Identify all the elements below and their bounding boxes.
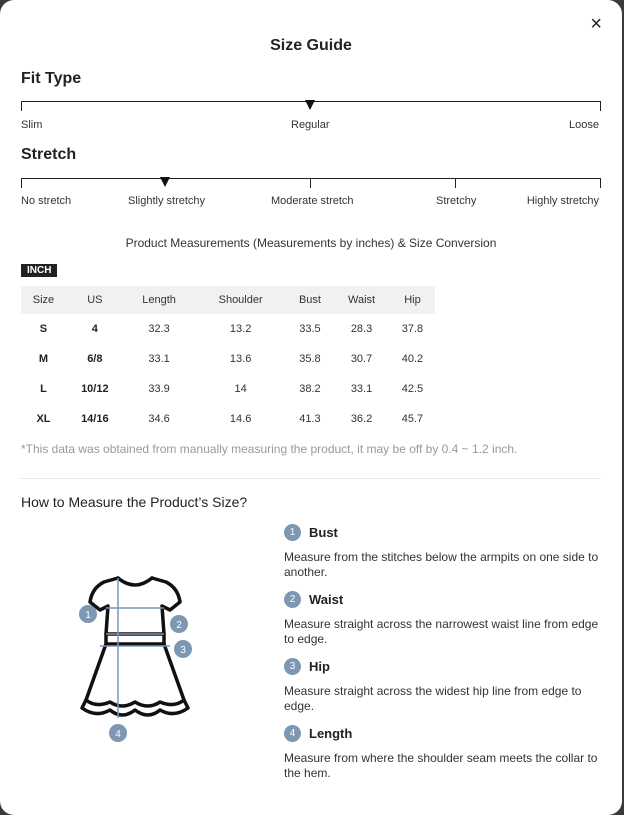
cell-length: 33.9 bbox=[148, 383, 170, 395]
marker-4-label: 4 bbox=[115, 729, 121, 740]
size-table bbox=[21, 286, 435, 434]
cell-us: 14/16 bbox=[81, 413, 109, 425]
fit-label-regular: Regular bbox=[291, 119, 330, 131]
badge-1-icon: 1 bbox=[284, 524, 301, 541]
col-bust: Bust bbox=[298, 294, 321, 306]
cell-hip: 37.8 bbox=[401, 323, 424, 335]
measure-desc: Measure straight across the narrowest waist line from edge to edge. bbox=[284, 617, 599, 646]
measure-item-length bbox=[284, 725, 604, 781]
cell-hip: 42.5 bbox=[401, 383, 424, 395]
dress-diagram bbox=[70, 570, 200, 750]
cell-length: 34.6 bbox=[148, 413, 170, 425]
col-size: Size bbox=[32, 294, 55, 306]
measure-title: Bust bbox=[309, 525, 338, 540]
badge-3-icon: 3 bbox=[284, 658, 301, 675]
badge-4-icon: 4 bbox=[284, 725, 301, 742]
cell-us: 6/8 bbox=[87, 353, 103, 365]
measure-desc: Measure from the stitches below the armpits on one side to another. bbox=[284, 550, 599, 579]
measure-lines bbox=[100, 578, 170, 718]
cell-length: 33.1 bbox=[148, 353, 170, 365]
cell-bust: 38.2 bbox=[299, 383, 321, 395]
measure-title: Waist bbox=[309, 592, 344, 607]
cell-waist: 33.1 bbox=[350, 383, 373, 395]
marker-1-label: 1 bbox=[85, 610, 91, 621]
measure-title: Hip bbox=[309, 659, 330, 674]
table-row bbox=[21, 404, 435, 434]
cell-size: L bbox=[40, 383, 47, 395]
modal-title: Size Guide bbox=[270, 37, 352, 54]
fit-tick-loose bbox=[600, 102, 601, 111]
cell-bust: 41.3 bbox=[299, 413, 321, 425]
measure-title: Length bbox=[309, 726, 353, 741]
col-us: US bbox=[87, 294, 103, 306]
cell-us: 4 bbox=[91, 323, 98, 335]
stretch-label-highly: Highly stretchy bbox=[526, 195, 599, 207]
badge-2-icon: 2 bbox=[284, 591, 301, 608]
stretch-selected-marker bbox=[160, 177, 170, 187]
stretch-label-slightly: Slightly stretchy bbox=[128, 195, 206, 207]
cell-bust: 35.8 bbox=[299, 353, 321, 365]
fit-label-slim: Slim bbox=[21, 119, 43, 131]
cell-waist: 36.2 bbox=[350, 413, 373, 425]
cell-us: 10/12 bbox=[81, 383, 109, 395]
measure-item-hip bbox=[284, 658, 604, 714]
cell-hip: 45.7 bbox=[401, 413, 424, 425]
stretch-label-none: No stretch bbox=[21, 195, 72, 207]
cell-size: S bbox=[39, 323, 48, 335]
cell-bust: 33.5 bbox=[299, 323, 321, 335]
cell-waist: 28.3 bbox=[350, 323, 373, 335]
cell-shoulder: 13.2 bbox=[229, 323, 252, 335]
cell-hip: 40.2 bbox=[401, 353, 424, 365]
col-waist: Waist bbox=[347, 294, 376, 306]
measurements-heading: Product Measurements (Measurements by inches) & Size Conversion bbox=[125, 236, 497, 250]
section-divider bbox=[21, 478, 601, 479]
cell-shoulder: 14.6 bbox=[229, 413, 252, 425]
disclaimer-note: *This data was obtained from manually measuring the product, it may be off by 0.4 ~ 1.2 inch. bbox=[21, 442, 518, 456]
how-to-heading: How to Measure the Product’s Size? bbox=[21, 494, 248, 510]
stretch-heading: Stretch bbox=[21, 146, 77, 163]
stretch-scale bbox=[21, 178, 601, 188]
fit-selected-marker bbox=[305, 100, 315, 110]
marker-3-label: 3 bbox=[180, 645, 186, 656]
measure-desc: Measure from where the shoulder seam meets the collar to the hem. bbox=[284, 751, 598, 780]
stretch-tick-5 bbox=[600, 179, 601, 188]
cell-shoulder: 14 bbox=[234, 383, 247, 395]
unit-tag[interactable]: INCH bbox=[21, 264, 57, 277]
stretch-tick-1 bbox=[21, 179, 22, 188]
close-icon[interactable]: × bbox=[590, 13, 602, 35]
cell-size: XL bbox=[36, 413, 51, 425]
measure-item-waist bbox=[284, 591, 604, 647]
stretch-tick-3 bbox=[310, 179, 311, 188]
col-shoulder: Shoulder bbox=[218, 294, 263, 306]
fit-type-scale bbox=[21, 101, 601, 111]
stretch-tick-4 bbox=[455, 179, 456, 188]
marker-2-label: 2 bbox=[176, 620, 182, 631]
measure-item-bust bbox=[284, 524, 604, 580]
fit-tick-slim bbox=[21, 102, 22, 111]
col-length: Length bbox=[142, 294, 176, 306]
measure-desc: Measure straight across the widest hip line from edge to edge. bbox=[284, 684, 582, 713]
stretch-label-stretchy: Stretchy bbox=[436, 195, 477, 207]
cell-shoulder: 13.6 bbox=[229, 353, 252, 365]
stretch-label-moderate: Moderate stretch bbox=[271, 195, 354, 207]
table-header-row bbox=[21, 286, 435, 314]
table-row bbox=[21, 374, 435, 404]
cell-waist: 30.7 bbox=[350, 353, 373, 365]
table-row bbox=[21, 344, 435, 374]
cell-length: 32.3 bbox=[148, 323, 170, 335]
fit-label-loose: Loose bbox=[569, 119, 599, 131]
fit-type-heading: Fit Type bbox=[21, 70, 82, 87]
table-row bbox=[21, 314, 435, 344]
col-hip: Hip bbox=[404, 294, 421, 306]
cell-size: M bbox=[38, 353, 49, 365]
